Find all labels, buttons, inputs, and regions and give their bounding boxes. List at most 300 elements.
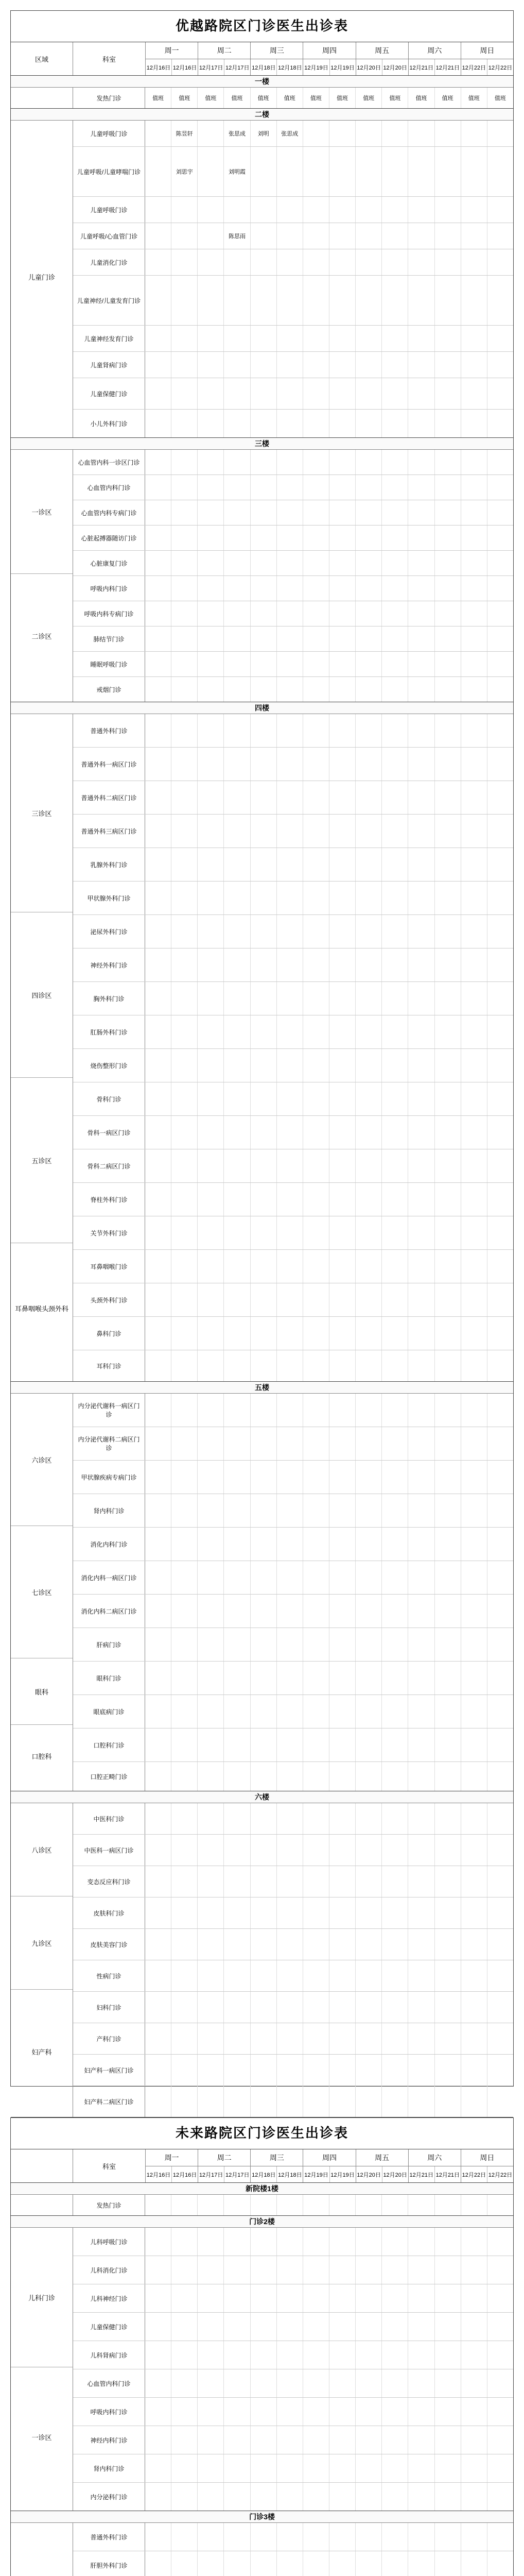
doctor-cell [277, 410, 303, 437]
doctor-cell [408, 2256, 434, 2284]
doctor-cell [277, 1149, 303, 1182]
doctor-cell [145, 677, 171, 702]
doctor-cell [408, 2523, 434, 2551]
doctor-cell [198, 2284, 224, 2312]
doctor-cell [408, 1250, 434, 1283]
doctor-cell [435, 1803, 461, 1834]
doctor-cell [277, 2426, 303, 2454]
doctor-cell [408, 848, 434, 881]
day-name: 周二 [198, 2149, 250, 2166]
schedule-cells [145, 1628, 513, 1661]
dept-name: 骨科一病区门诊 [73, 1116, 145, 1149]
floor-section [11, 1382, 513, 1791]
doctor-cell [329, 1116, 356, 1149]
area-label [11, 2195, 73, 2215]
doctor-cell [435, 1897, 461, 1928]
doctor-cell [224, 2086, 250, 2117]
doctor-cell [171, 2454, 198, 2482]
doctor-cell [145, 1561, 171, 1594]
floor-body [11, 121, 513, 437]
table-row [73, 88, 513, 108]
doctor-cell [329, 576, 356, 601]
doctor-cell [251, 500, 277, 525]
doctor-cell [408, 1082, 434, 1115]
doctor-cell [356, 1929, 382, 1960]
table-row [73, 2398, 513, 2426]
doctor-cell [277, 223, 303, 249]
doctor-cell [251, 1183, 277, 1216]
doctor-cell [487, 1015, 513, 1048]
table-row [73, 2086, 513, 2117]
doctor-cell [171, 2256, 198, 2284]
doctor-cell [171, 2023, 198, 2054]
doctor-cell [251, 882, 277, 914]
doctor-cell [277, 1015, 303, 1048]
doctor-cell [145, 1394, 171, 1427]
area-column [11, 1803, 73, 2117]
doctor-cell [145, 2483, 171, 2511]
doctor-cell [487, 551, 513, 575]
doctor-cell [329, 2551, 356, 2576]
doctor-cell [356, 2228, 382, 2256]
doctor-cell [277, 2256, 303, 2284]
doctor-cell [329, 1960, 356, 1991]
dept-name: 儿童神经/儿童发育门诊 [73, 276, 145, 325]
doctor-cell: 值班 [277, 88, 303, 108]
doctor-cell [277, 848, 303, 881]
doctor-cell [277, 500, 303, 525]
doctor-cell [251, 2523, 277, 2551]
dept-name: 皮肤科门诊 [73, 1897, 145, 1928]
dept-name: 普通外科一病区门诊 [73, 748, 145, 781]
day-dates [146, 2166, 198, 2182]
doctor-cell [356, 948, 382, 981]
doctor-cell [251, 1250, 277, 1283]
doctor-cell [224, 1960, 250, 1991]
doctor-cell [329, 2313, 356, 2341]
doctor-cell [145, 601, 171, 626]
doctor-cell [487, 1897, 513, 1928]
doctor-cell [198, 1662, 224, 1694]
dept-name: 内分泌代谢科二病区门诊 [73, 1427, 145, 1460]
doctor-cell [356, 1695, 382, 1728]
doctor-cell [303, 1427, 329, 1460]
doctor-cell [224, 714, 250, 747]
doctor-cell [198, 915, 224, 948]
dept-name: 小儿外科门诊 [73, 410, 145, 437]
doctor-cell [435, 526, 461, 550]
doctor-cell [171, 601, 198, 626]
doctor-cell [329, 2055, 356, 2086]
doctor-cell [303, 147, 329, 196]
doctor-cell [198, 1350, 224, 1381]
doctor-cell [435, 1835, 461, 1866]
table-row [73, 2551, 513, 2576]
schedule-cells [145, 1317, 513, 1350]
doctor-cell [408, 378, 434, 409]
doctor-cell [198, 1015, 224, 1048]
schedule-cells [145, 2551, 513, 2576]
doctor-cell [435, 2426, 461, 2454]
header-day [251, 2149, 303, 2182]
doctor-cell [408, 915, 434, 948]
doctor-cell [277, 1628, 303, 1661]
table-row [73, 2256, 513, 2284]
schedule-cells [145, 714, 513, 747]
doctor-cell [356, 147, 382, 196]
doctor-cell [382, 1394, 408, 1427]
doctor-cell [487, 1929, 513, 1960]
floor-body [11, 714, 513, 1381]
doctor-cell [435, 1015, 461, 1048]
dept-name: 肺结节门诊 [73, 626, 145, 651]
day-date: 12月19日 [303, 59, 329, 75]
doctor-cell [382, 1929, 408, 1960]
day-dates [146, 59, 198, 75]
doctor-cell [303, 276, 329, 325]
doctor-cell [356, 352, 382, 378]
doctor-cell [145, 147, 171, 196]
doctor-cell [461, 1283, 487, 1316]
schedule-cells [145, 2228, 513, 2256]
doctor-cell [171, 848, 198, 881]
doctor-cell [171, 882, 198, 914]
area-label [11, 2523, 73, 2576]
doctor-cell [382, 626, 408, 651]
doctor-cell [329, 526, 356, 550]
doctor-cell [171, 1015, 198, 1048]
floor-section [11, 2183, 513, 2216]
doctor-cell [487, 1528, 513, 1561]
doctor-cell [356, 1803, 382, 1834]
doctor-cell [198, 276, 224, 325]
doctor-cell [145, 326, 171, 351]
doctor-cell [487, 526, 513, 550]
doctor-cell [171, 1866, 198, 1897]
doctor-cell [224, 1216, 250, 1249]
doctor-cell [303, 1960, 329, 1991]
area-label: 九诊区 [11, 1896, 73, 1990]
doctor-cell [408, 1695, 434, 1728]
doctor-cell [224, 781, 250, 814]
doctor-cell [435, 2313, 461, 2341]
doctor-cell [145, 276, 171, 325]
header-day [356, 42, 409, 75]
dept-name: 鼻科门诊 [73, 1317, 145, 1350]
doctor-cell [356, 1350, 382, 1381]
doctor-cell [487, 1283, 513, 1316]
table-row [73, 1049, 513, 1082]
doctor-cell [435, 1528, 461, 1561]
doctor-cell [224, 1427, 250, 1460]
day-name: 周日 [461, 42, 513, 59]
doctor-cell [224, 500, 250, 525]
doctor-cell [435, 121, 461, 146]
doctor-cell [329, 1317, 356, 1350]
doctor-cell [145, 1803, 171, 1834]
doctor-cell [303, 1695, 329, 1728]
doctor-cell: 值班 [356, 88, 382, 108]
doctor-cell [145, 1461, 171, 1494]
doctor-cell [356, 1866, 382, 1897]
day-name: 周一 [146, 2149, 198, 2166]
floor-heading: 新院楼1楼 [11, 2183, 513, 2195]
doctor-cell [303, 1762, 329, 1791]
doctor-cell [329, 982, 356, 1015]
floor-heading: 门诊3楼 [11, 2511, 513, 2523]
doctor-cell [487, 1803, 513, 1834]
table-row [73, 197, 513, 223]
doctor-cell [145, 2284, 171, 2312]
doctor-cell [198, 526, 224, 550]
schedule-cells [145, 1250, 513, 1283]
doctor-cell [461, 450, 487, 474]
doctor-cell [171, 1528, 198, 1561]
schedule-cells [145, 276, 513, 325]
doctor-cell [198, 1929, 224, 1960]
doctor-cell [435, 1183, 461, 1216]
dept-rows [73, 1394, 513, 1791]
doctor-cell [145, 1216, 171, 1249]
doctor-cell [435, 2086, 461, 2117]
dept-name: 甲状腺疾病专病门诊 [73, 1461, 145, 1494]
doctor-cell [303, 748, 329, 781]
doctor-cell [198, 2551, 224, 2576]
doctor-cell [277, 1250, 303, 1283]
doctor-cell [356, 1960, 382, 1991]
doctor-cell: 值班 [145, 88, 171, 108]
doctor-cell [198, 2055, 224, 2086]
doctor-cell [171, 1494, 198, 1527]
day-date: 12月20日 [356, 59, 382, 75]
doctor-cell [382, 815, 408, 848]
doctor-cell [356, 2055, 382, 2086]
schedule-cells [145, 147, 513, 196]
doctor-cell [303, 1662, 329, 1694]
doctor-cell [382, 2523, 408, 2551]
doctor-cell [303, 982, 329, 1015]
doctor-cell [408, 714, 434, 747]
doctor-cell [251, 1528, 277, 1561]
doctor-cell [329, 1427, 356, 1460]
doctor-cell [145, 626, 171, 651]
doctor-cell [329, 326, 356, 351]
schedule-cells [145, 2195, 513, 2215]
doctor-cell [224, 526, 250, 550]
doctor-cell [145, 2256, 171, 2284]
doctor-cell [356, 1149, 382, 1182]
doctor-cell [224, 1116, 250, 1149]
header-day [303, 2149, 356, 2182]
doctor-cell [251, 1835, 277, 1866]
doctor-cell [277, 748, 303, 781]
doctor-cell [356, 1595, 382, 1628]
doctor-cell [408, 1929, 434, 1960]
header-area-label [11, 2149, 73, 2182]
doctor-cell [435, 147, 461, 196]
doctor-cell [408, 781, 434, 814]
doctor-cell [303, 882, 329, 914]
schedule-cells [145, 526, 513, 550]
area-label: 儿童门诊 [28, 273, 55, 281]
table-row [73, 276, 513, 326]
doctor-cell [382, 352, 408, 378]
doctor-cell [461, 223, 487, 249]
dept-rows [73, 450, 513, 702]
dept-name: 口腔科门诊 [73, 1728, 145, 1761]
doctor-cell [487, 1183, 513, 1216]
table-row [73, 601, 513, 626]
day-date: 12月16日 [146, 59, 172, 75]
doctor-cell [487, 223, 513, 249]
doctor-cell [251, 2341, 277, 2369]
day-name: 周三 [251, 2149, 303, 2166]
dept-name: 脊柱外科门诊 [73, 1183, 145, 1216]
doctor-cell [329, 2454, 356, 2482]
doctor-cell [303, 378, 329, 409]
doctor-cell [329, 249, 356, 275]
header-days [146, 42, 513, 75]
doctor-cell [224, 1992, 250, 2023]
table-row [73, 1350, 513, 1381]
doctor-cell [303, 2454, 329, 2482]
dept-name: 心脏起搏器随访门诊 [73, 526, 145, 550]
doctor-cell [329, 848, 356, 881]
doctor-cell [329, 2483, 356, 2511]
dept-rows [73, 1803, 513, 2117]
dept-name: 普通外科三病区门诊 [73, 815, 145, 848]
doctor-cell [277, 1494, 303, 1527]
doctor-cell [303, 2284, 329, 2312]
doctor-cell [171, 1595, 198, 1628]
doctor-cell [303, 2023, 329, 2054]
area-column [11, 2228, 73, 2511]
schedule-cells [145, 1427, 513, 1460]
doctor-cell [145, 1250, 171, 1283]
day-date: 12月17日 [198, 2166, 224, 2182]
doctor-cell [224, 1897, 250, 1928]
day-date: 12月16日 [146, 2166, 172, 2182]
doctor-cell [435, 475, 461, 500]
doctor-cell [277, 1350, 303, 1381]
dept-name: 乳腺外科门诊 [73, 848, 145, 881]
floor-section [11, 76, 513, 109]
header-day [356, 2149, 409, 2182]
doctor-cell [382, 652, 408, 676]
doctor-cell [329, 2023, 356, 2054]
schedule-cells [145, 652, 513, 676]
doctor-cell [487, 2055, 513, 2086]
table-row [73, 223, 513, 249]
doctor-cell [171, 2228, 198, 2256]
doctor-cell [171, 2523, 198, 2551]
schedule-cells [145, 1283, 513, 1316]
dept-rows [73, 88, 513, 108]
doctor-cell [171, 1762, 198, 1791]
doctor-cell [224, 2483, 250, 2511]
doctor-cell [277, 1461, 303, 1494]
table-row [73, 249, 513, 276]
doctor-cell [224, 1461, 250, 1494]
schedule-cells [145, 1461, 513, 1494]
doctor-cell [251, 848, 277, 881]
doctor-cell [435, 915, 461, 948]
doctor-cell [251, 626, 277, 651]
doctor-cell [408, 1835, 434, 1866]
doctor-cell [356, 1897, 382, 1928]
doctor-cell [461, 601, 487, 626]
doctor-cell: 陈思雨 [224, 223, 250, 249]
table-row [73, 1250, 513, 1283]
doctor-cell [251, 815, 277, 848]
doctor-cell [382, 2398, 408, 2426]
doctor-cell [435, 197, 461, 223]
doctor-cell [487, 2256, 513, 2284]
doctor-cell [408, 677, 434, 702]
doctor-cell [224, 2341, 250, 2369]
doctor-cell [435, 1662, 461, 1694]
doctor-cell [408, 249, 434, 275]
doctor-cell [303, 2055, 329, 2086]
doctor-cell [277, 1960, 303, 1991]
doctor-cell [382, 1116, 408, 1149]
doctor-cell [329, 1897, 356, 1928]
doctor-cell [303, 1183, 329, 1216]
table-row [73, 2523, 513, 2551]
dept-name: 呼吸内科专病门诊 [73, 601, 145, 626]
table-row [73, 1528, 513, 1561]
doctor-cell [435, 714, 461, 747]
dept-name: 甲状腺外科门诊 [73, 882, 145, 914]
doctor-cell [356, 249, 382, 275]
day-name: 周六 [409, 42, 461, 59]
doctor-cell [382, 197, 408, 223]
dept-name: 儿童保健门诊 [73, 2313, 145, 2341]
doctor-cell [251, 1929, 277, 1960]
doctor-cell [435, 1960, 461, 1991]
dept-name: 眼科门诊 [73, 1662, 145, 1694]
doctor-cell [198, 1116, 224, 1149]
day-dates [198, 59, 250, 75]
doctor-cell [408, 982, 434, 1015]
dept-name: 产科门诊 [73, 2023, 145, 2054]
doctor-cell [408, 652, 434, 676]
table-header [11, 42, 513, 76]
doctor-cell [408, 1015, 434, 1048]
schedule-cells [145, 1082, 513, 1115]
floor-body [11, 2523, 513, 2576]
doctor-cell [277, 1561, 303, 1594]
doctor-cell [198, 1803, 224, 1834]
doctor-cell [251, 1049, 277, 1082]
schedule-cells [145, 848, 513, 881]
dept-name: 骨科二病区门诊 [73, 1149, 145, 1182]
doctor-cell: 刘明 [251, 121, 277, 146]
doctor-cell [145, 1082, 171, 1115]
doctor-cell [356, 1250, 382, 1283]
doctor-cell [356, 1049, 382, 1082]
doctor-cell [303, 223, 329, 249]
doctor-cell [224, 848, 250, 881]
doctor-cell [303, 500, 329, 525]
doctor-cell [198, 1494, 224, 1527]
doctor-cell [251, 748, 277, 781]
dept-rows [73, 2195, 513, 2215]
doctor-cell [277, 1595, 303, 1628]
doctor-cell [171, 2055, 198, 2086]
day-date: 12月17日 [225, 2172, 250, 2178]
doctor-cell [487, 626, 513, 651]
